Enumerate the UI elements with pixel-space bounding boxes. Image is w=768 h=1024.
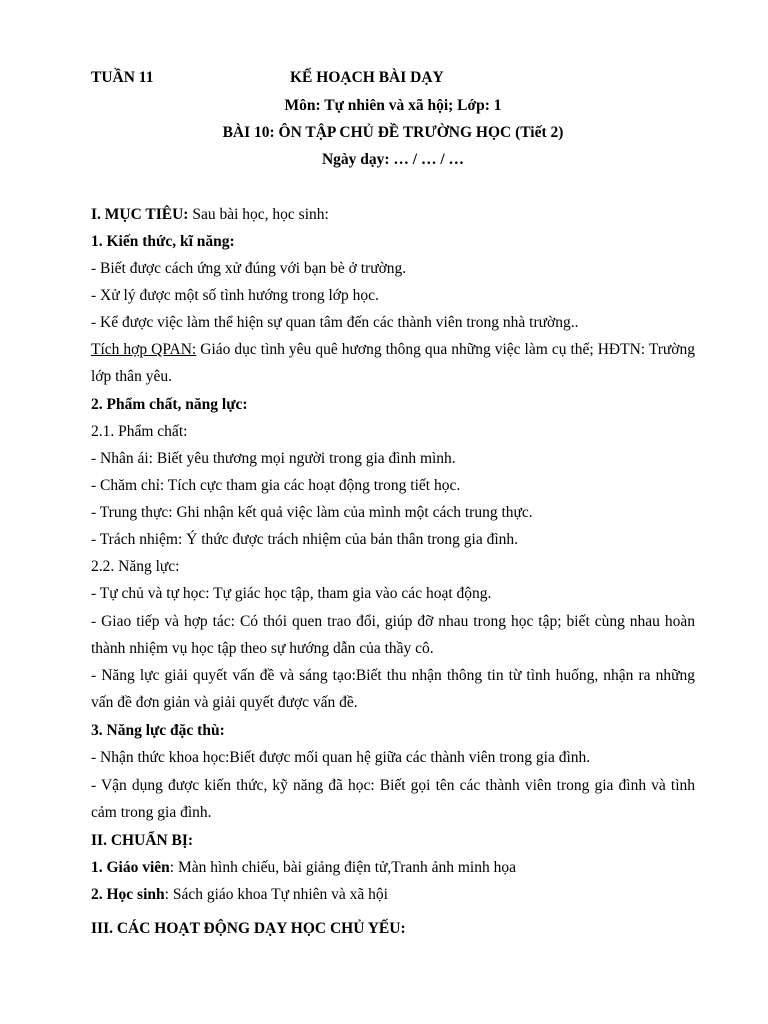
student-text: : Sách giáo khoa Tự nhiên và xã hội: [164, 886, 388, 903]
competence-subheading: 2.2. Năng lực:: [91, 558, 180, 575]
teacher-label: 1. Giáo viên: [91, 859, 170, 876]
knowledge-item: - Xử lý được một số tình hướng trong lớp học.: [91, 287, 379, 304]
specific-item: - Nhận thức khoa học:Biết được mối quan hệ giữa các thành viên trong gia đình.: [91, 749, 591, 766]
objectives-intro: Sau bài học, học sinh:: [188, 206, 329, 223]
teacher-text: : Màn hình chiếu, bài giảng điện tử,Tranh ảnh minh họa: [169, 859, 516, 876]
plan-title: KẾ HOẠCH BÀI DẠY: [290, 69, 444, 86]
student-label: 2. Học sinh: [91, 886, 165, 903]
activities-heading: III. CÁC HOẠT ĐỘNG DẠY HỌC CHỦ YẾU:: [91, 920, 406, 937]
student-line: [91, 885, 388, 905]
teaching-date: Ngày dạy: … / … / …: [321, 151, 465, 168]
qualities-heading: 2. Phẩm chất, năng lực:: [91, 396, 248, 413]
qualities-subheading: 2.1. Phẩm chất:: [91, 423, 188, 440]
teacher-line: [91, 858, 516, 878]
quality-item: - Trách nhiệm: Ý thức được trách nhiệm của bản thân trong gia đình.: [91, 531, 519, 548]
quality-item: - Trung thực: Ghi nhận kết quả việc làm của mình một cách trung thực.: [91, 504, 533, 521]
objectives-heading-line: [91, 205, 329, 225]
specific-heading: 3. Năng lực đặc thù:: [91, 722, 225, 739]
preparation-heading: II. CHUẨN BỊ:: [91, 832, 194, 849]
subject-line: Môn: Tự nhiên và xã hội; Lớp: 1: [284, 97, 502, 114]
knowledge-item: - Kể được việc làm thể hiện sự quan tâm đến các thành viên trong nhà trường..: [91, 314, 579, 331]
integration-label: Tích hợp QPAN:: [91, 341, 197, 358]
lesson-title: BÀI 10: ÔN TẬP CHỦ ĐỀ TRƯỜNG HỌC (Tiết 2): [222, 124, 564, 141]
knowledge-item: - Biết được cách ứng xử đúng với bạn bè ở trường.: [91, 260, 407, 277]
integration-text: Giáo dục tình yêu quê hương thông qua những việc làm cụ thể; HĐTN: Trường lớp thân yêu.: [91, 341, 695, 385]
specific-item: - Vận dụng được kiến thức, kỹ năng đã học: Biết gọi tên các thành viên trong gia đình và tình cảm trong gia đình.: [91, 777, 695, 821]
knowledge-heading: 1. Kiến thức, kĩ năng:: [91, 233, 235, 250]
quality-item: - Nhân ái: Biết yêu thương mọi người trong gia đình mình.: [91, 450, 456, 467]
competence-item: - Giao tiếp và hợp tác: Có thói quen trao đổi, giúp đỡ nhau trong học tập; biết cùng nhau hoàn thành nhiệm vụ học tập theo sự hướng dẫn của thầy cô.: [91, 613, 695, 657]
objectives-heading: I. MỤC TIÊU:: [91, 206, 189, 223]
competence-item: - Năng lực giải quyết vấn đề và sáng tạo:Biết thu nhận thông tin từ tình huống, nhận ra những vấn đề đơn giản và giải quyết được vấn đề.: [91, 667, 695, 711]
competence-item: - Tự chủ và tự học: Tự giác học tập, tham gia vào các hoạt động.: [91, 585, 492, 602]
week-label: TUẦN 11: [91, 69, 154, 86]
integration-paragraph: [91, 336, 695, 390]
quality-item: - Chăm chỉ: Tích cực tham gia các hoạt động trong tiết học.: [91, 477, 461, 494]
